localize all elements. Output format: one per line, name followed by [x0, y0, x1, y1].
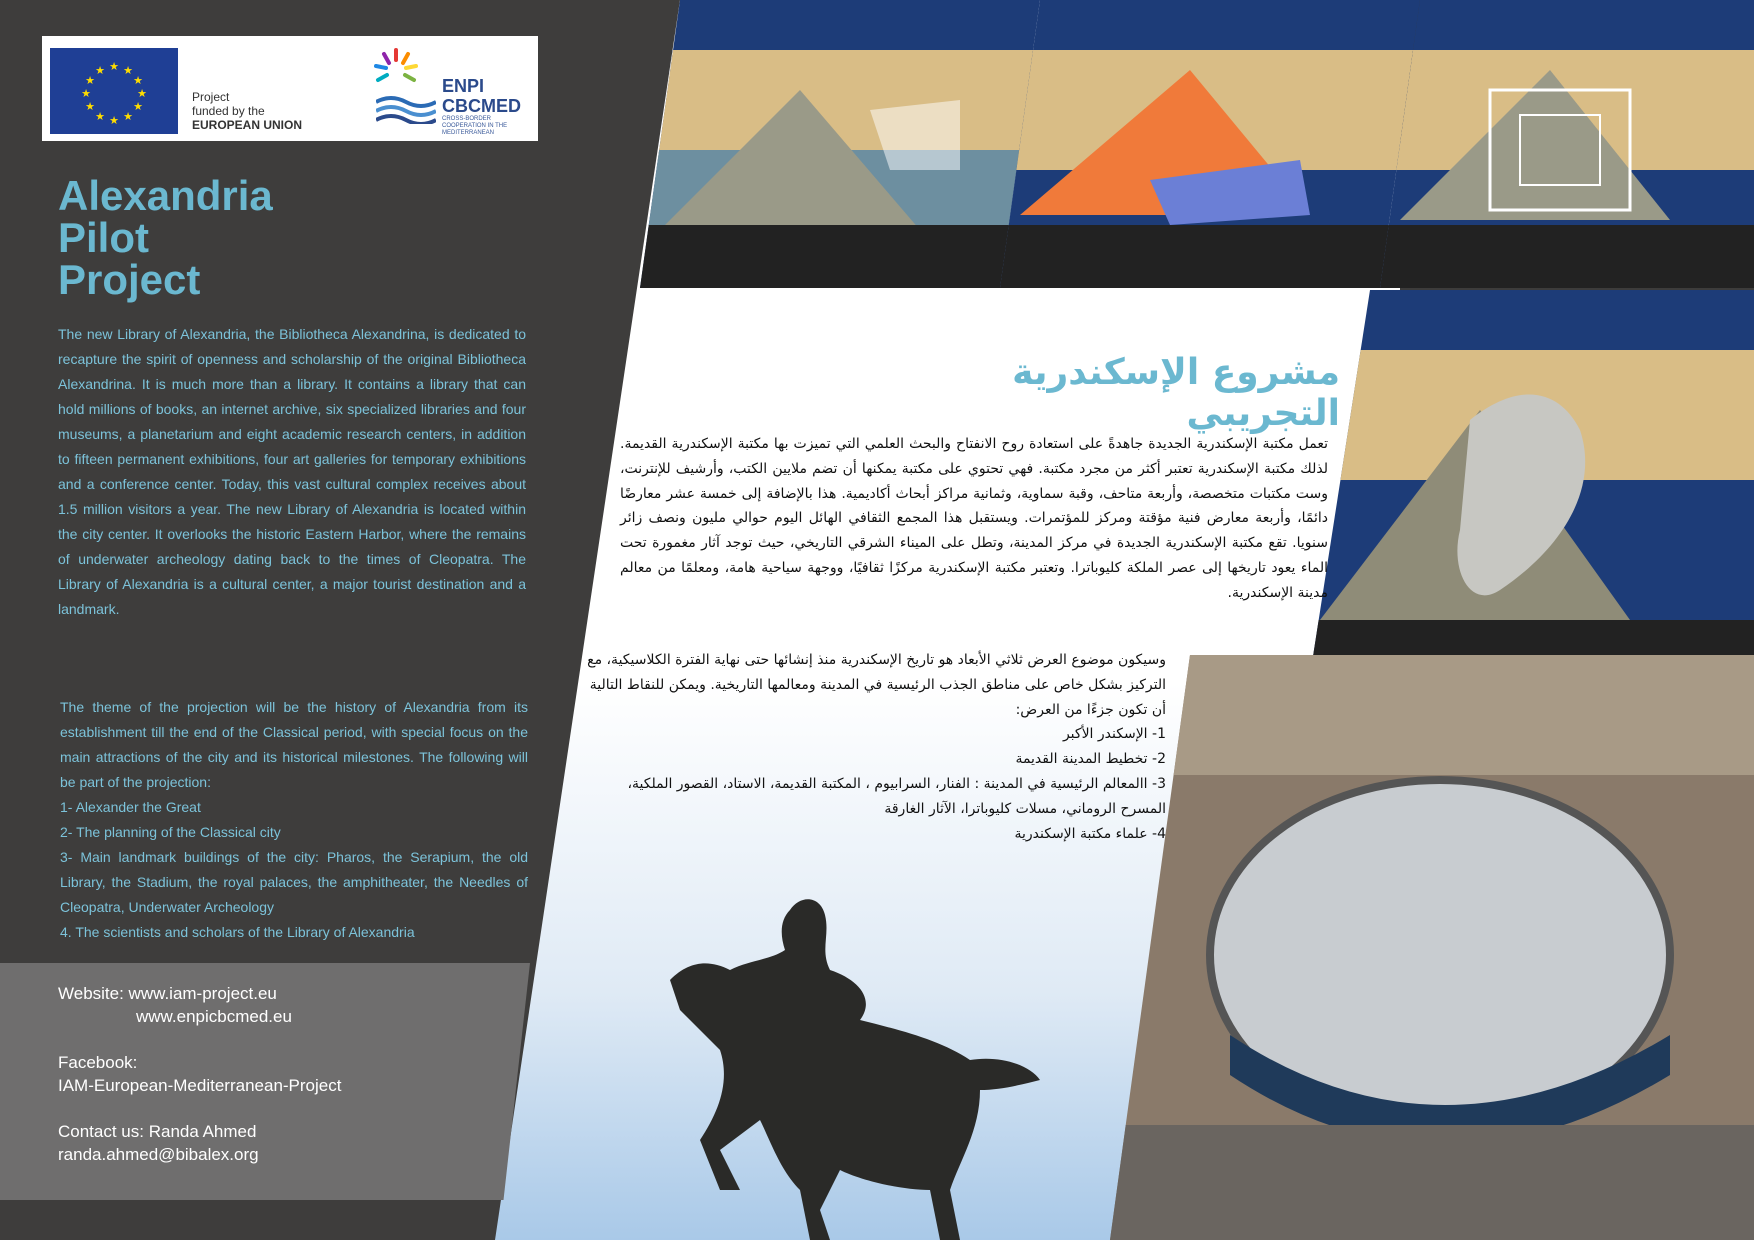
list-item: 1- الإسكندر الأكبر [1062, 726, 1166, 743]
website-line-2[interactable]: www.enpicbcmed.eu [136, 1007, 292, 1026]
eu-flag-icon [50, 48, 178, 134]
svg-text:★: ★ [137, 87, 147, 100]
english-intro-paragraph: The new Library of Alexandria, the Bibliotheca Alexandrina, is dedicated to recapture the spirit of openness and scholarship of the original Bibliotheca Alexandrina. It is much more than a library. It contains a library that can hold millions of books, an internet archive, six specialized libraries and four museums, a planetarium and eight academic research centers, in addition to fifteen permanent exhibitions, four art galleries for temporary exhibitions and a conference center. Today, this vast cultural complex receives about 1.5 million visitors a year. The new Library of Alexandria is located within the city center. It overlooks the historic Eastern Harbor, where the remains of underwater archeology dating back to the times of Cleopatra. The Library of Alexandria is a cultural center, a major tourist destination and a landmark. [58, 326, 526, 617]
svg-text:★: ★ [133, 100, 143, 113]
list-item: 3- االمعالم الرئيسية في المدينة : الفنار، السرابيوم ، المكتبة القديمة، الاستاد، القصور الملكية، المسرح الروماني، مسلات كليوباترا، الآثار الغارقة [627, 775, 1166, 817]
list-item: 1- Alexander the Great [60, 799, 201, 815]
list-item: 2- تخطيط المدينة القديمة [1015, 751, 1166, 768]
english-projection-paragraph: The theme of the projection will be the history of Alexandria from its establishment till the end of the Classical period, with special focus on the main attractions of the city and its historical milestones. The following will be part of the projection: [60, 699, 528, 790]
eu-funding-text: Project funded by the EUROPEAN UNION [192, 90, 303, 132]
library-photo-2 [1000, 0, 1420, 288]
svg-text:★: ★ [95, 64, 105, 77]
enpi-waves-icon [376, 94, 436, 124]
aerial-library-photo [1110, 655, 1754, 1240]
enpi-cbcmed-logo-text: ENPI CBCMED CROSS-BORDER COOPERATION IN THE MEDITERRANEAN [442, 76, 521, 136]
facebook-link[interactable]: IAM-European-Mediterranean-Project [58, 1076, 342, 1095]
svg-text:★: ★ [85, 100, 95, 113]
list-item: 2- The planning of the Classical city [60, 824, 281, 840]
contact-name: Contact us: Randa Ahmed [58, 1122, 257, 1141]
contact-info [58, 982, 341, 1166]
svg-text:★: ★ [95, 110, 105, 123]
website-line[interactable]: Website: www.iam-project.eu [58, 984, 277, 1003]
svg-text:★: ★ [81, 87, 91, 100]
alexander-statue [660, 890, 1060, 1240]
arabic-title: مشروع الإسكندرية التجريبي [1012, 352, 1340, 434]
arabic-projection-paragraph: وسيكون موضوع العرض ثلاثي الأبعاد هو تاريخ الإسكندرية منذ إنشائها حتى نهاية الفترة الكلاسيكية، مع التركيز بشكل خاص على مناطق الجذب الرئيسية في المدينة ومعالمها التاريخية. ويمكن للنقاط التالية أن تكون جزءًا من العرض: [587, 652, 1166, 718]
library-photo-1 [640, 0, 1040, 288]
funding-logos [42, 36, 538, 141]
arabic-intro-paragraph: تعمل مكتبة الإسكندرية الجديدة جاهدةً على استعادة روح الانفتاح والبحث العلمي التي تميزت بها مكتبة الإسكندرية القديمة. لذلك مكتبة الإسكندرية تعتبر أكثر من مجرد مكتبة. فهي تحتوي على مكتبة يمكنها أن تضم ملايين الكتب، وأرشيف للإنترنت، وست مكتبات متخصصة، وأربعة متاحف، وقبة سماوية، وثمانية مراكز أبحاث أكاديمية. هذا بالإضافة إلى خمسة عشر معارضًا دائمًا، وأربعة معارض فنية مؤقتة ومركز للمؤتمرات. ويستقبل هذا المجمع الثقافي الهائل اليوم حوالي مليون ونصف زائر سنويا. تقع مكتبة الإسكندرية الجديدة في مركز المدينة، وتطل على الميناء الشرقي التاريخي، حيث توجد آثار مغمورة تحت الماء يعود تاريخها إلى عصر الملكة كليوباترا. وتعتبر مكتبة الإسكندرية مركزًا ثقافيًا، ووجهة سياحية هامة، ومعلمًا من معالم مدينة الإسكندرية. [620, 436, 1328, 601]
svg-text:★: ★ [109, 60, 119, 73]
arabic-projection-section [580, 648, 1166, 846]
list-item: 4. The scientists and scholars of the Library of Alexandria [60, 924, 415, 940]
svg-text:★: ★ [123, 110, 133, 123]
list-item: 4- علماء مكتبة الإسكندرية [1014, 825, 1166, 842]
facebook-label: Facebook: [58, 1053, 138, 1072]
english-projection-section [60, 695, 528, 945]
contact-email-link[interactable]: randa.ahmed@bibalex.org [58, 1145, 259, 1164]
enpi-sun-icon [372, 46, 420, 94]
list-item: 3- Main landmark buildings of the city: Pharos, the Serapium, the old Library, the Stadium, the royal palaces, the amphitheater, the Needles of Cleopatra, Underwater Archeology [60, 849, 528, 915]
page-title: Alexandria Pilot Project [58, 172, 273, 303]
svg-text:★: ★ [109, 114, 119, 127]
library-photo-3 [1380, 0, 1754, 288]
svg-text:★: ★ [123, 64, 133, 77]
svg-text:★: ★ [85, 74, 95, 87]
svg-text:★: ★ [133, 74, 143, 87]
